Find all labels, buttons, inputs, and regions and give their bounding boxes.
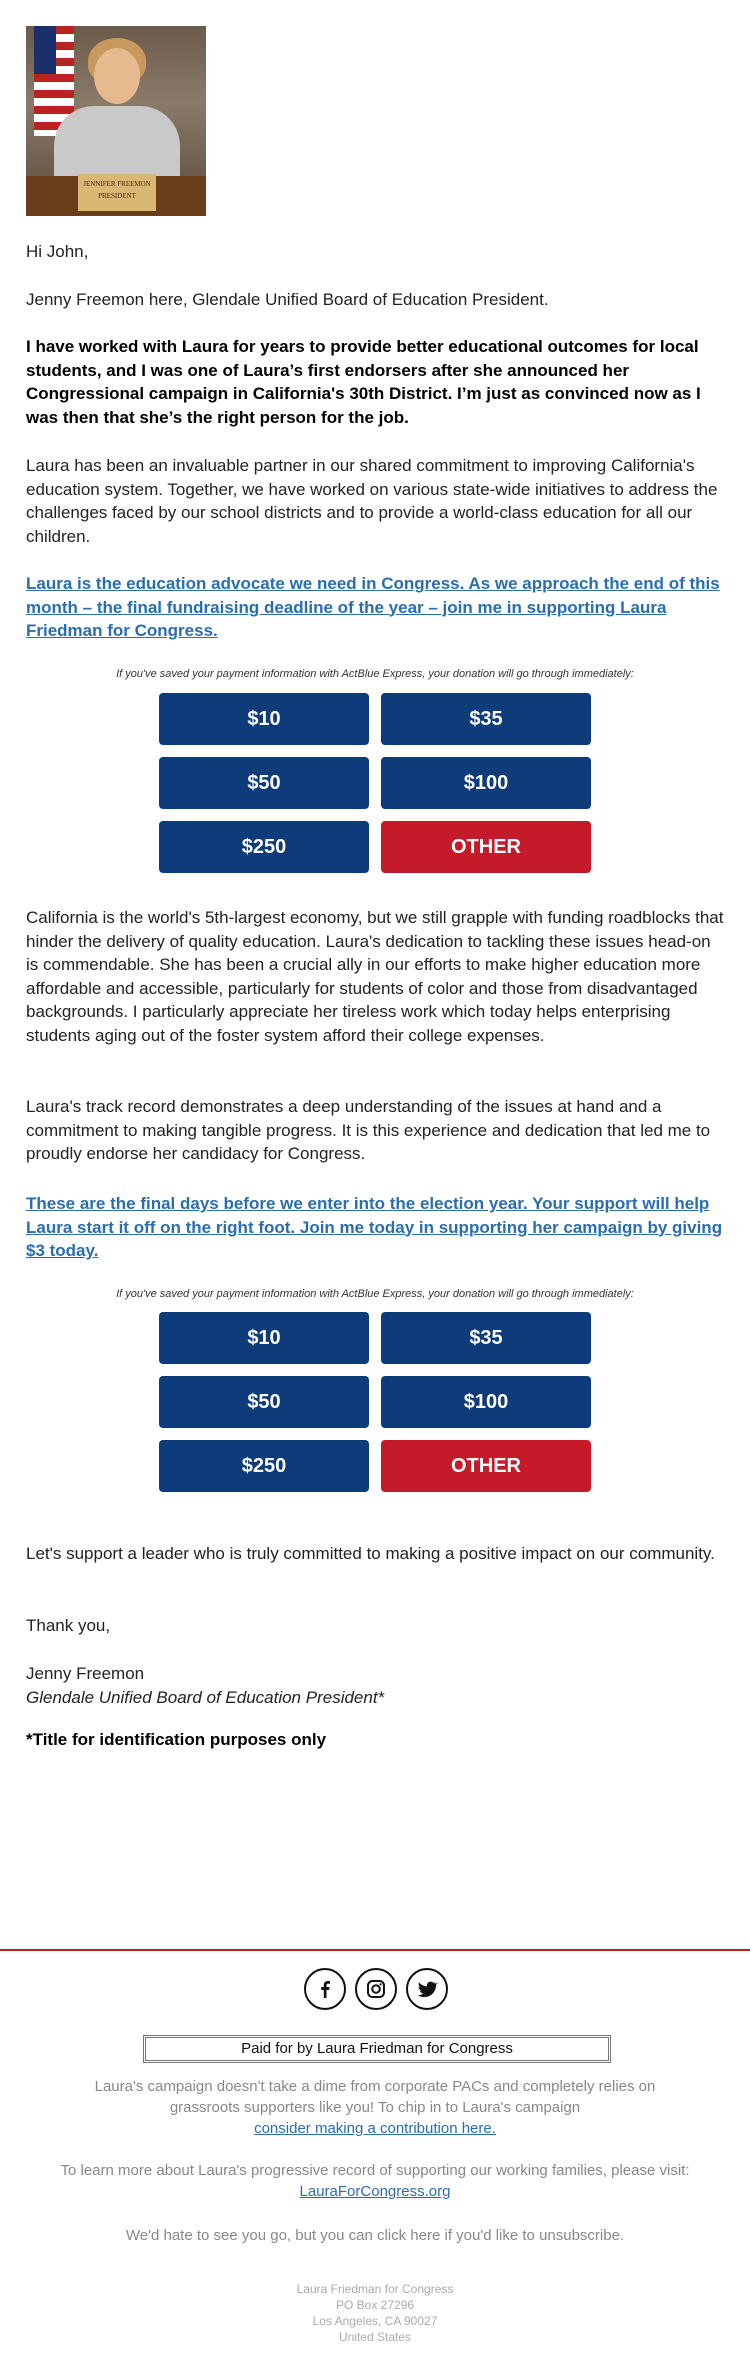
donate-250-button-2[interactable]: $250 <box>159 1440 369 1492</box>
endorser-photo <box>26 26 206 216</box>
paid-for-disclaimer: Paid for by Laura Friedman for Congress <box>143 2035 611 2063</box>
paragraph-2: California is the world's 5th-largest economy, but we still grapple with funding roadblocks that hinder the delivery of quality education. Laura's dedication to tackling these issues head-on is commendable. She has been a crucial ally in our efforts to make higher education more affordable and accessible, particularly for students of color and those from disadvantaged backgrounds. I particularly appreciate her tireless work which today helps enterprising students aging out of the foster system afford their college expenses. <box>26 908 724 1045</box>
thank-you: Thank you, <box>26 1616 111 1635</box>
footer-learn-more: To learn more about Laura's progressive record of supporting our working families, please visit: LauraForCongress.org <box>60 2162 690 2200</box>
title-footnote: *Title for identification purposes only <box>26 1730 327 1749</box>
contribution-link[interactable]: consider making a contribution here. <box>254 2120 496 2137</box>
footer-divider <box>0 1949 750 1951</box>
actblue-note-2: If you've saved your payment information with ActBlue Express, your donation will go through immediately: <box>116 1288 634 1300</box>
donate-other-button-2[interactable]: OTHER <box>381 1440 591 1492</box>
paragraph-1: Laura has been an invaluable partner in our shared commitment to improving California's education system. Together, we have worked on various state-wide initiatives to address the challenges faced by our school districts and to provide a world-class education for all our children. <box>26 456 718 546</box>
signature-title: Glendale Unified Board of Education President* <box>26 1688 385 1707</box>
website-link[interactable]: LauraForCongress.org <box>299 2183 451 2200</box>
donate-50-button-2[interactable]: $50 <box>159 1376 369 1428</box>
donate-250-button[interactable]: $250 <box>159 821 369 873</box>
paragraph-3: Laura's track record demonstrates a deep understanding of the issues at hand and a commitment to making tangible progress. It is this experience and dedication that led me to proudly endorse her candidacy for Congress. <box>26 1097 711 1163</box>
twitter-icon[interactable] <box>406 1968 448 2010</box>
donate-link-1[interactable]: Laura is the education advocate we need in Congress. As we approach the end of this month – the final fundraising deadline of the year – join me in supporting Laura Friedman for Congress. <box>26 574 720 640</box>
facebook-icon[interactable] <box>304 1968 346 2010</box>
address-block: Laura Friedman for Congress PO Box 27296 Los Angeles, CA 90027 United States <box>296 2282 454 2344</box>
signature-name: Jenny Freemon <box>26 1664 145 1683</box>
unsubscribe-text[interactable]: We'd hate to see you go, but you can click here if you'd like to unsubscribe. <box>125 2227 625 2244</box>
footer-contribution-text: Laura's campaign doesn't take a dime from corporate PACs and completely relies on grassroots supporters like you! To chip in to Laura's campaign consider making a contribution here. <box>94 2078 656 2137</box>
nameplate: JENNIFER FREEMON PRESIDENT <box>78 174 156 211</box>
donate-10-button[interactable]: $10 <box>159 693 369 745</box>
donate-100-button-2[interactable]: $100 <box>381 1376 591 1428</box>
donate-35-button[interactable]: $35 <box>381 693 591 745</box>
bold-paragraph: I have worked with Laura for years to provide better educational outcomes for local students, and I was one of Laura’s first endorsers after she announced her Congressional campaign in California's 30th District. I’m just as convinced now as I was then that she’s the right person for the job. <box>26 337 701 427</box>
instagram-icon[interactable] <box>355 1968 397 2010</box>
donate-100-button[interactable]: $100 <box>381 757 591 809</box>
greeting: Hi John, <box>26 242 89 261</box>
actblue-note-1: If you've saved your payment information with ActBlue Express, your donation will go through immediately: <box>116 668 634 680</box>
intro-text: Jenny Freemon here, Glendale Unified Board of Education President. <box>26 290 549 309</box>
donate-35-button-2[interactable]: $35 <box>381 1312 591 1364</box>
donate-50-button[interactable]: $50 <box>159 757 369 809</box>
donate-other-button[interactable]: OTHER <box>381 821 591 873</box>
paragraph-4: Let's support a leader who is truly committed to making a positive impact on our community. <box>26 1544 715 1563</box>
donate-10-button-2[interactable]: $10 <box>159 1312 369 1364</box>
donate-link-2[interactable]: These are the final days before we enter into the election year. Your support will help Laura start it off on the right foot. Join me today in supporting her campaign by giving $3 today. <box>26 1194 723 1260</box>
